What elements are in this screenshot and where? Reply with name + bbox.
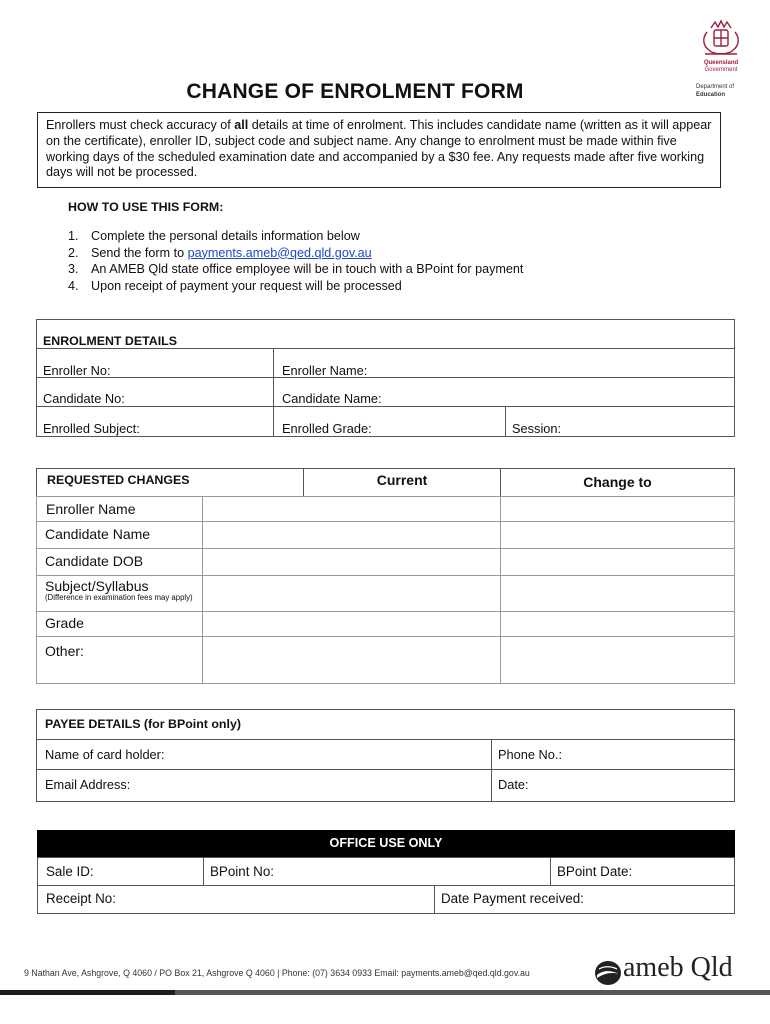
step-text: Upon receipt of payment your request will be processed <box>91 278 402 293</box>
card-holder-field[interactable]: Name of card holder: <box>36 739 492 770</box>
current-other-input[interactable] <box>202 636 501 684</box>
candidate-no-field[interactable]: Candidate No: <box>36 377 274 407</box>
row-label-subject <box>36 575 203 612</box>
list-item <box>68 228 523 245</box>
change-to-column-header: Change to <box>500 468 735 497</box>
current-candidate-name-input[interactable] <box>202 521 501 549</box>
list-item <box>68 278 523 295</box>
current-subject-input[interactable] <box>202 575 501 612</box>
step-number: 1. <box>68 229 79 243</box>
requested-changes-heading: REQUESTED CHANGES <box>36 468 304 497</box>
current-column-header: Current <box>303 468 501 497</box>
footer-bar <box>175 990 770 995</box>
enroller-name-field[interactable]: Enroller Name: <box>273 348 735 378</box>
list-item <box>68 261 523 278</box>
row-label-grade: Grade <box>36 611 203 637</box>
step-text: Complete the personal details information below <box>91 229 360 243</box>
sale-id-field[interactable]: Sale ID: <box>37 857 204 886</box>
howto-steps <box>68 228 523 294</box>
change-other-input[interactable] <box>500 636 735 684</box>
row-label-other: Other: <box>36 636 203 684</box>
subject-label: Subject/Syllabus <box>45 578 149 594</box>
change-subject-input[interactable] <box>500 575 735 612</box>
subject-fee-note: (Difference in examination fees may apply) <box>45 593 193 602</box>
current-grade-input[interactable] <box>202 611 501 637</box>
change-grade-input[interactable] <box>500 611 735 637</box>
payee-heading: PAYEE DETAILS (for BPoint only) <box>36 709 735 740</box>
office-use-heading: OFFICE USE ONLY <box>37 830 735 858</box>
ameb-logo: ameb Qld <box>623 952 733 983</box>
enrolled-subject-field[interactable]: Enrolled Subject: <box>36 406 274 437</box>
date-payment-received-field[interactable]: Date Payment received: <box>434 885 735 914</box>
intro-text-2: details at time of enrolment. This includes candidate name (written as it will appear on the certificate), enroller ID, subject code and subject name. Any change to enrolment must be made within five working days of the scheduled examination date and accompanied by a $30 fee. Any requests made after five working days will not be processed. <box>46 118 712 180</box>
footer-bar-dark <box>0 990 175 995</box>
row-label-enroller-name: Enroller Name <box>36 496 203 522</box>
intro-notice <box>37 112 721 188</box>
qld-gov-line2: Government <box>704 66 738 73</box>
enrolled-grade-field[interactable]: Enrolled Grade: <box>273 406 506 437</box>
change-enroller-name-input[interactable] <box>500 496 735 522</box>
change-candidate-dob-input[interactable] <box>500 548 735 576</box>
bpoint-date-field[interactable]: BPoint Date: <box>550 857 735 886</box>
current-enroller-name-input[interactable] <box>202 496 501 522</box>
phone-field[interactable]: Phone No.: <box>491 739 735 770</box>
step-number: 4. <box>68 278 79 293</box>
current-candidate-dob-input[interactable] <box>202 548 501 576</box>
step-number: 2. <box>68 245 79 260</box>
email-field[interactable]: Email Address: <box>36 769 492 802</box>
step-number: 3. <box>68 262 79 276</box>
row-label-candidate-dob: Candidate DOB <box>36 548 203 576</box>
step-text: Send the form to <box>91 245 188 260</box>
receipt-no-field[interactable]: Receipt No: <box>37 885 435 914</box>
ameb-swirl-icon <box>594 960 622 986</box>
row-label-candidate-name: Candidate Name <box>36 521 203 549</box>
qld-government-wordmark <box>697 60 745 73</box>
dept-line1: Department of <box>696 84 735 90</box>
qld-gov-line1: Queensland <box>703 60 739 66</box>
candidate-name-field[interactable]: Candidate Name: <box>273 377 735 407</box>
bpoint-no-field[interactable]: BPoint No: <box>203 857 551 886</box>
page-title: CHANGE OF ENROLMENT FORM <box>186 80 524 103</box>
date-field[interactable]: Date: <box>491 769 735 802</box>
change-candidate-name-input[interactable] <box>500 521 735 549</box>
intro-text-1: Enrollers must check accuracy of <box>46 118 235 132</box>
intro-bold: all <box>234 118 249 132</box>
enrolment-heading: ENROLMENT DETAILS <box>36 319 735 349</box>
session-field[interactable]: Session: <box>505 406 735 437</box>
enroller-no-field[interactable]: Enroller No: <box>36 348 274 378</box>
footer-address: 9 Nathan Ave, Ashgrove, Q 4060 / PO Box 21, Ashgrove Q 4060 | Phone: (07) 3634 0933 Email: payments.ameb@qed.qld.gov.au <box>24 968 530 978</box>
payments-email-link[interactable]: payments.ameb@qed.qld.gov.au <box>187 245 372 260</box>
list-item <box>68 245 523 262</box>
howto-heading: HOW TO USE THIS FORM: <box>68 200 224 214</box>
step-text: An AMEB Qld state office employee will be in touch with a BPoint for payment <box>91 262 524 276</box>
dept-line2: Education <box>696 91 726 98</box>
